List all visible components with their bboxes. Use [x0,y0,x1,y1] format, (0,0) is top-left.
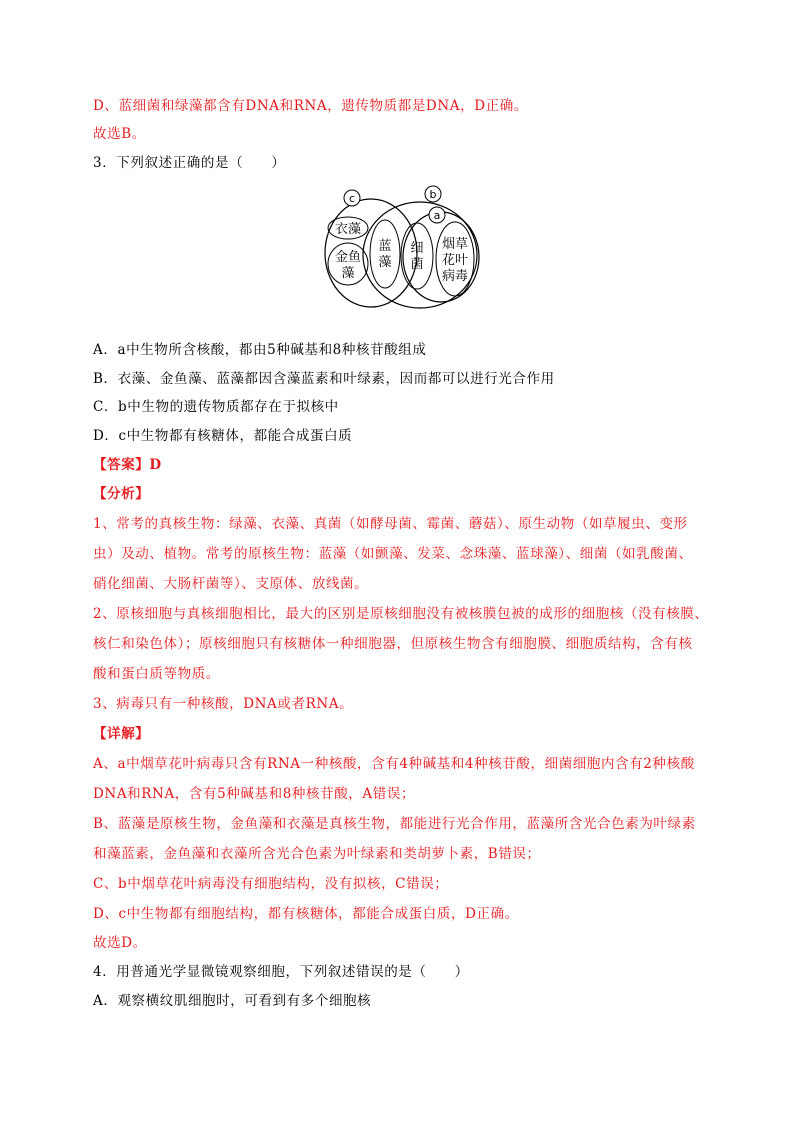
label-virus-3: 病毒 [441,269,469,284]
analysis-line-3: 硝化细菌、大肠杆菌等）、支原体、放线菌。 [93,576,369,592]
label-a: a [433,209,441,222]
detail-line-2: DNA和RNA，含有5种碱基和8种核苷酸，A错误； [93,786,416,802]
label-virus-2: 花叶 [441,253,469,268]
detail-line-1: A、a中烟草花叶病毒只含有RNA一种核酸，含有4种碱基和4种核苷酸，细菌细胞内含有2种核酸 [93,756,695,772]
detail-line-4: 和藻蓝素，金鱼藻和衣藻所含光合色素为叶绿素和类胡萝卜素，B错误； [93,846,541,862]
analysis-line-4: 2、原核细胞与真核细胞相比，最大的区别是原核细胞没有被核膜包被的成形的细胞核（没有核膜、 [93,606,709,622]
option-c: C．b中生物的遗传物质都存在于拟核中 [93,399,339,415]
label-virus-1: 烟草 [441,237,469,252]
option-d: D．c中生物都有核糖体，都能合成蛋白质 [93,428,353,444]
label-xijun-2: 菌 [410,257,424,272]
analysis-heading: 【分析】 [93,486,150,502]
label-yizao: 衣藻 [334,222,362,237]
detail-line-7: 故选D。 [93,935,147,951]
answer-line: 【答案】D [93,457,162,473]
question-4-stem: 4．用普通光学显微镜观察细胞，下列叙述错误的是（ ） [93,964,469,980]
analysis-line-1: 1、常考的真核生物：绿藻、衣藻、真菌（如酵母菌、霉菌、蘑菇）、原生动物（如草履虫、变形 [93,516,688,532]
analysis-line-5: 核仁和染色体）；原核细胞只有核糖体一种细胞器，但原核生物含有细胞膜、细胞质结构，含有核 [93,636,693,652]
analysis-line-7: 3、病毒只有一种核酸，DNA或者RNA。 [93,696,354,712]
label-xijun-1: 细 [410,241,424,256]
label-lanzao-2: 藻 [378,255,392,270]
option-b: B．衣藻、金鱼藻、蓝藻都因含藻蓝素和叶绿素，因而都可以进行光合作用 [93,371,555,387]
detail-line-6: D、c中生物都有细胞结构，都有核糖体，都能合成蛋白质，D正确。 [93,906,519,922]
label-jinyuzao-2: 藻 [341,266,355,281]
question-3-stem: 3．下列叙述正确的是（ ） [93,155,286,171]
label-b: b [429,188,437,201]
label-c: c [348,192,356,205]
detail-line-3: B、蓝藻是原核生物，金鱼藻和衣藻是真核生物，都能进行光合作用，蓝藻所含光合色素为叶绿素 [93,816,696,832]
analysis-line-6: 酸和蛋白质等物质。 [93,666,220,682]
question-4-option-a: A．观察横纹肌细胞时，可看到有多个细胞核 [93,993,372,1009]
venn-diagram [318,184,488,314]
label-jinyuzao-1: 金鱼 [334,250,362,265]
line-2: 故选B。 [93,126,146,142]
option-a: A．a中生物所含核酸，都由5种碱基和8种核苷酸组成 [93,342,427,358]
ellipse-lanzao [370,220,400,288]
detail-heading: 【详解】 [93,726,150,742]
detail-line-5: C、b中烟草花叶病毒没有细胞结构，没有拟核，C错误； [93,876,449,892]
label-lanzao-1: 蓝 [378,239,392,254]
line-1: D、蓝细菌和绿藻都含有DNA和RNA，遗传物质都是DNA，D正确。 [93,98,528,114]
analysis-line-2: 虫）及动、植物。常考的原核生物：蓝藻（如颤藻、发菜、念珠藻、蓝球藻）、细菌（如乳酸菌、 [93,546,693,562]
